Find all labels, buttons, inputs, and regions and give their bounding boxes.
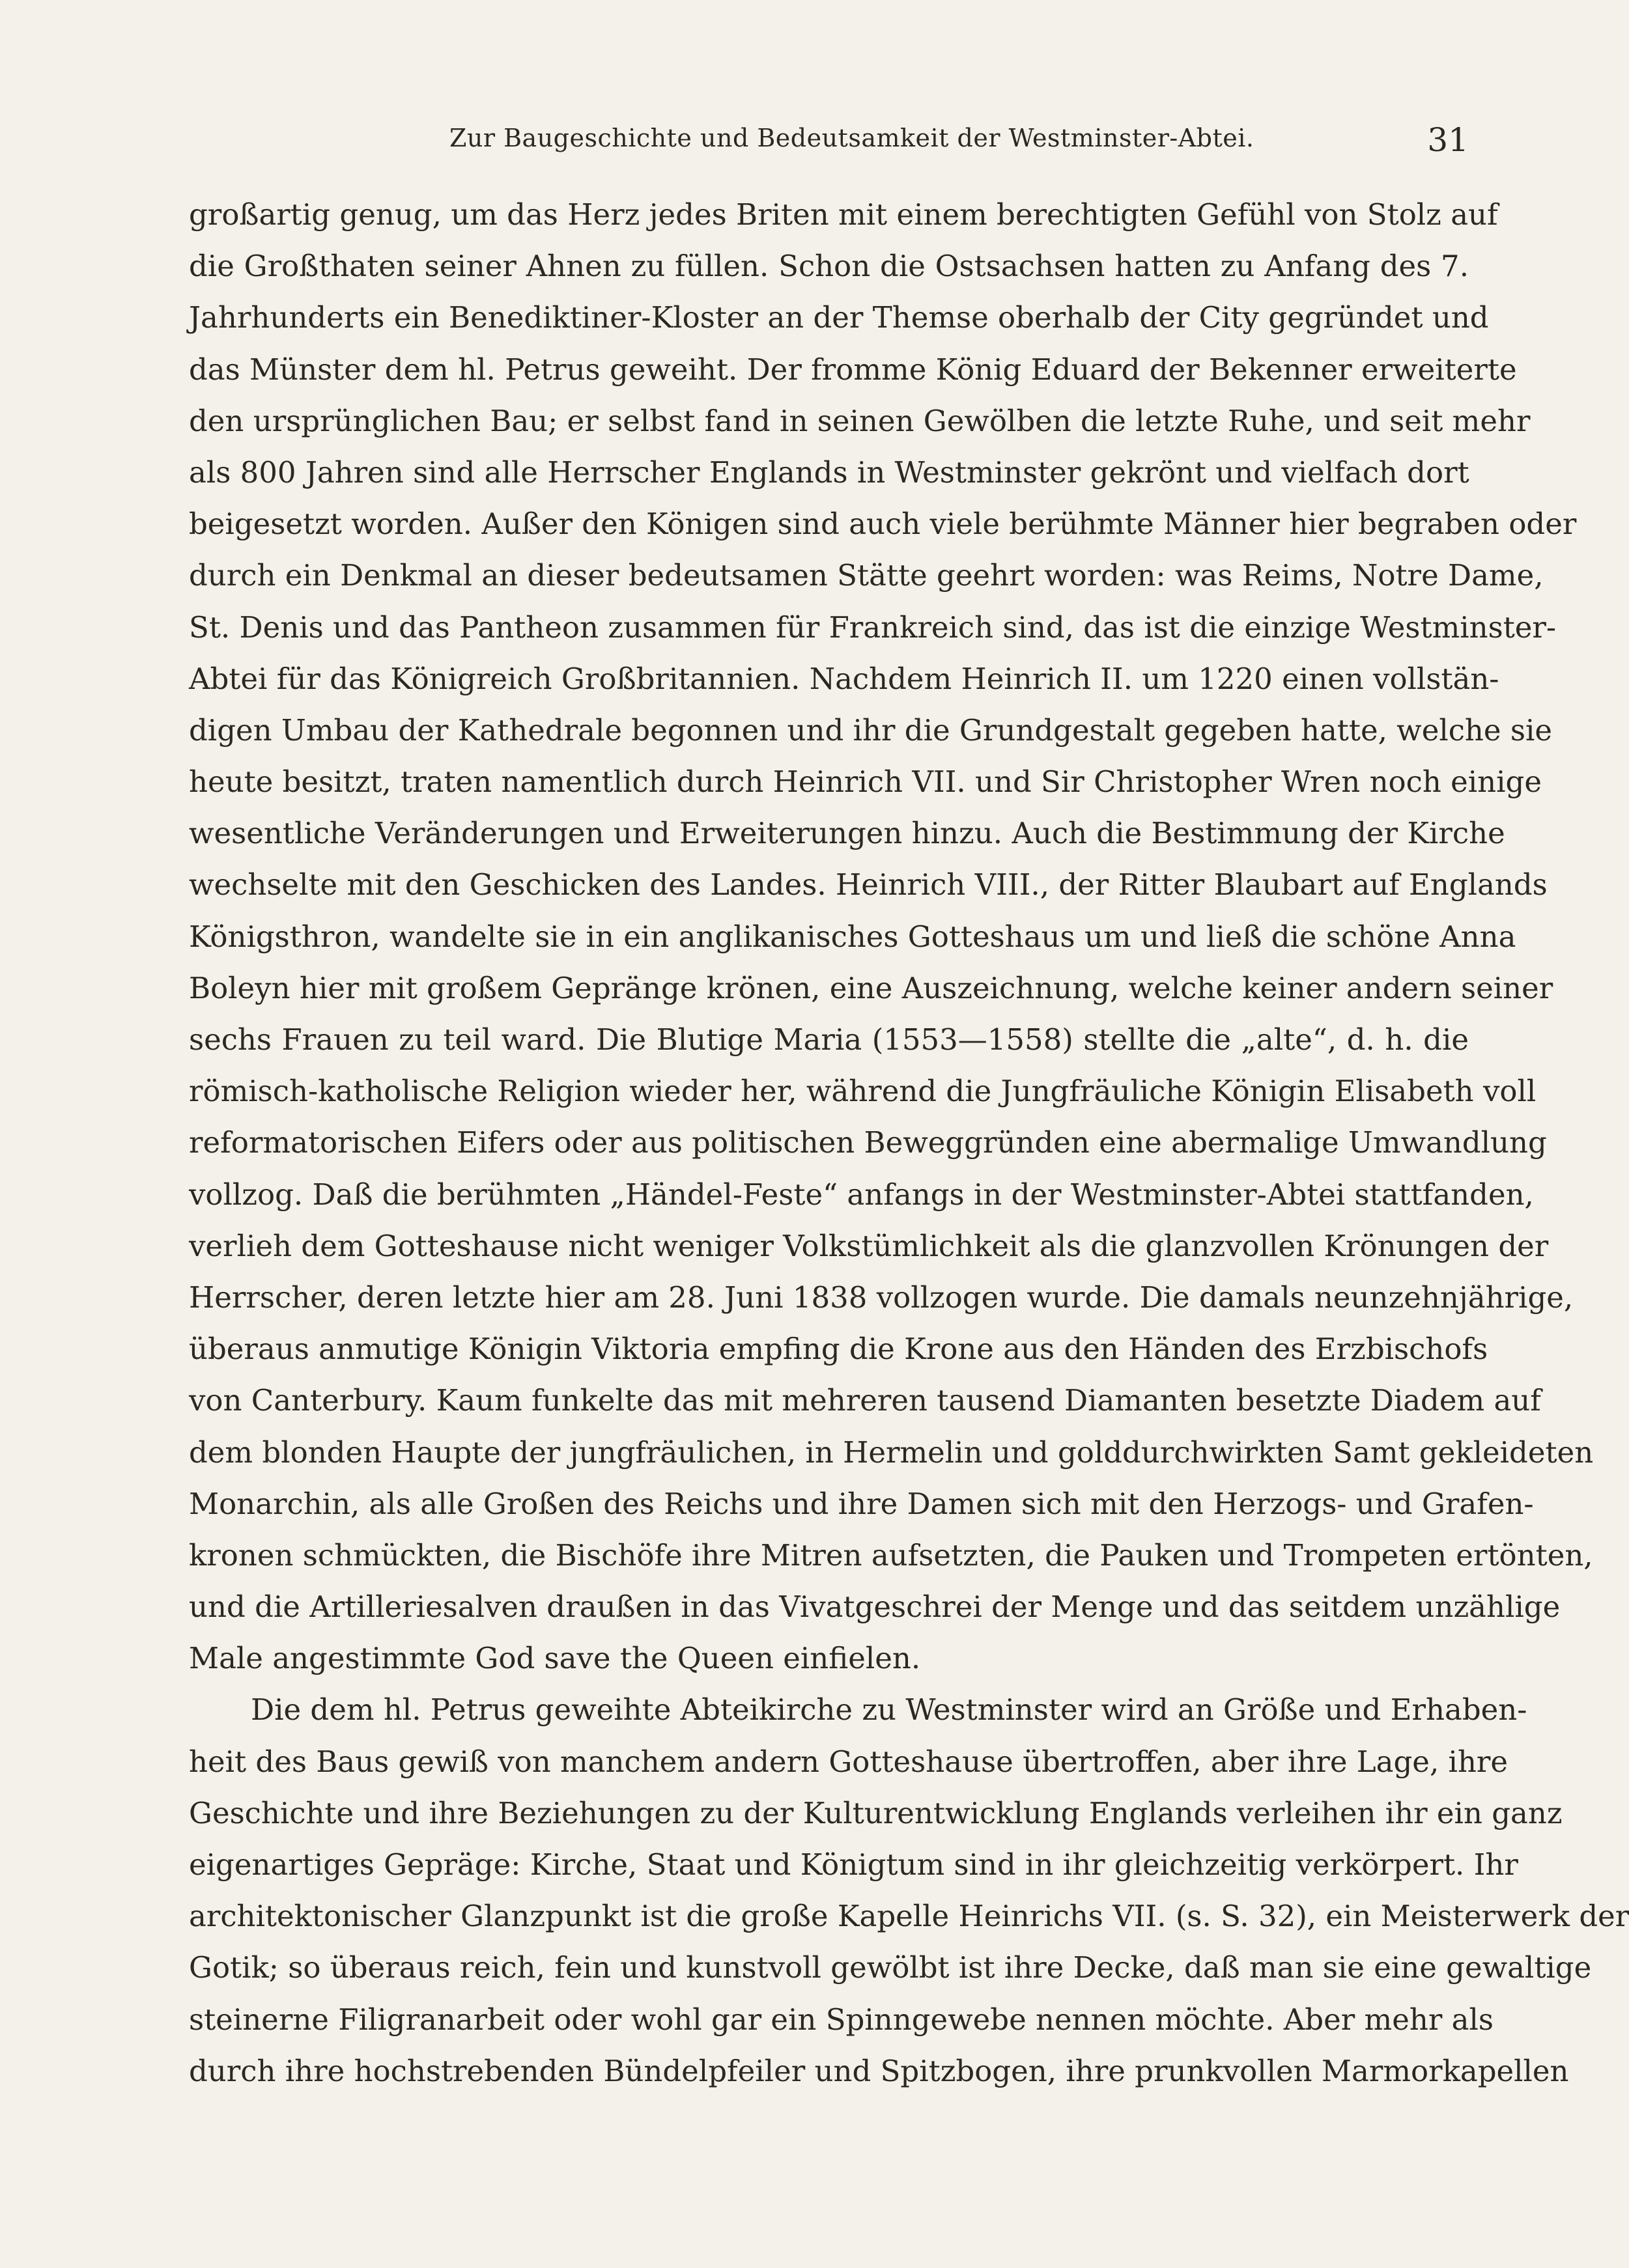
text-line: römisch-katholische Religion wieder her, während die Jungfräuliche Königin Elisabeth voll [189,1074,1537,1109]
text-line: überaus anmutige Königin Viktoria empfing die Krone aus den Händen des Erzbischofs [189,1332,1488,1367]
text-line: steinerne Filigranarbeit oder wohl gar ein Spinngewebe nennen möchte. Aber mehr als [189,2002,1494,2037]
text-line: wesentliche Veränderungen und Erweiterungen hinzu. Auch die Bestimmung der Kirche [189,816,1505,851]
text-line: von Canterbury. Kaum funkelte das mit mehreren tausend Diamanten besetzte Diadem auf [189,1383,1541,1418]
text-line: architektonischer Glanzpunkt ist die große Kapelle Heinrichs VII. (s. S. 32), ein Meisterwerk der [189,1899,1629,1934]
text-line: Monarchin, als alle Großen des Reichs und ihre Damen sich mit den Herzogs- und Grafen- [189,1486,1534,1521]
text-line: durch ihre hochstrebenden Bündelpfeiler und Spitzbogen, ihre prunkvollen Marmorkapellen [189,2053,1569,2088]
text-line: Abtei für das Königreich Großbritannien. Nachdem Heinrich II. um 1220 einen vollstän- [189,661,1499,696]
text-line: Boleyn hier mit großem Gepränge krönen, eine Auszeichnung, welche keiner andern seiner [189,970,1553,1005]
text-line: reformatorischen Eifers oder aus politischen Beweggründen eine abermalige Umwandlung [189,1125,1547,1160]
text-line: kronen schmückten, die Bischöfe ihre Mitren aufsetzten, die Pauken und Trompeten ertönten, [189,1537,1593,1573]
text-line: dem blonden Haupte der jungfräulichen, in Hermelin und golddurchwirkten Samt gekleideten [189,1435,1594,1470]
text-line: digen Umbau der Kathedrale begonnen und ihr die Grundgestalt gegeben hatte, welche sie [189,712,1552,748]
text-line: St. Denis und das Pantheon zusammen für Frankreich sind, das ist die einzige Westminster- [189,609,1557,645]
text-line: und die Artilleriesalven draußen in das Vivatgeschrei der Menge und das seitdem unzählige [189,1589,1561,1625]
text-line: großartig genug, um das Herz jedes Briten mit einem berechtigten Gefühl von Stolz auf [189,197,1498,232]
text-line: heute besitzt, traten namentlich durch Heinrich VII. und Sir Christopher Wren noch einige [189,764,1542,800]
text-line: wechselte mit den Geschicken des Landes. Heinrich VIII., der Ritter Blaubart auf Englands [189,867,1548,903]
text-line: beigesetzt worden. Außer den Königen sind auch viele berühmte Männer hier begraben oder [189,507,1577,542]
paragraph [189,1684,1629,2097]
body-text [189,189,1629,2097]
text-line: Jahrhunderts ein Benediktiner-Kloster an der Themse oberhalb der City gegründet und [189,300,1489,335]
running-title: Zur Baugeschichte und Bedeutsamkeit der Westminster-Abtei. [449,124,1254,152]
page-number: 31 [1427,121,1469,159]
text-line: das Münster dem hl. Petrus geweiht. Der fromme König Eduard der Bekenner erweiterte [189,352,1517,387]
text-line: vollzog. Daß die berühmten „Händel-Feste“ anfangs in der Westminster-Abtei stattfanden, [189,1177,1534,1212]
text-line: durch ein Denkmal an dieser bedeutsamen Stätte geehrt worden: was Reims, Notre Dame, [189,558,1544,593]
text-line: Male angestimmte God save the Queen einfielen. [189,1641,921,1676]
text-line: Königsthron, wandelte sie in ein anglikanisches Gotteshaus um und ließ die schöne Anna [189,919,1516,954]
text-line: den ursprünglichen Bau; er selbst fand in seinen Gewölben die letzte Ruhe, und seit mehr [189,403,1531,438]
text-line: die Großthaten seiner Ahnen zu füllen. Schon die Ostsachsen hatten zu Anfang des 7. [189,249,1469,284]
paragraph [189,189,1594,1684]
text-line: sechs Frauen zu teil ward. Die Blutige Maria (1553—1558) stellte die „alte“, d. h. die [189,1022,1469,1057]
text-line: verlieh dem Gotteshause nicht weniger Volkstümlichkeit als die glanzvollen Krönungen der [189,1228,1549,1263]
running-header [189,121,1469,163]
text-line: Gotik; so überaus reich, fein und kunstvoll gewölbt ist ihre Decke, daß man sie eine gewaltige [189,1950,1592,1985]
text-line: Die dem hl. Petrus geweihte Abteikirche zu Westminster wird an Größe und Erhaben- [251,1692,1527,1728]
text-line: als 800 Jahren sind alle Herrscher Englands in Westminster gekrönt und vielfach dort [189,455,1469,490]
text-line: Herrscher, deren letzte hier am 28. Juni 1838 vollzogen wurde. Die damals neunzehnjährige, [189,1280,1574,1315]
text-line: eigenartiges Gepräge: Kirche, Staat und Königtum sind in ihr gleichzeitig verkörpert. Ihr [189,1847,1518,1882]
text-line: heit des Baus gewiß von manchem andern Gotteshause übertroffen, aber ihre Lage, ihre [189,1744,1509,1779]
text-line: Geschichte und ihre Beziehungen zu der Kulturentwicklung Englands verleihen ihr ein ganz [189,1795,1563,1830]
